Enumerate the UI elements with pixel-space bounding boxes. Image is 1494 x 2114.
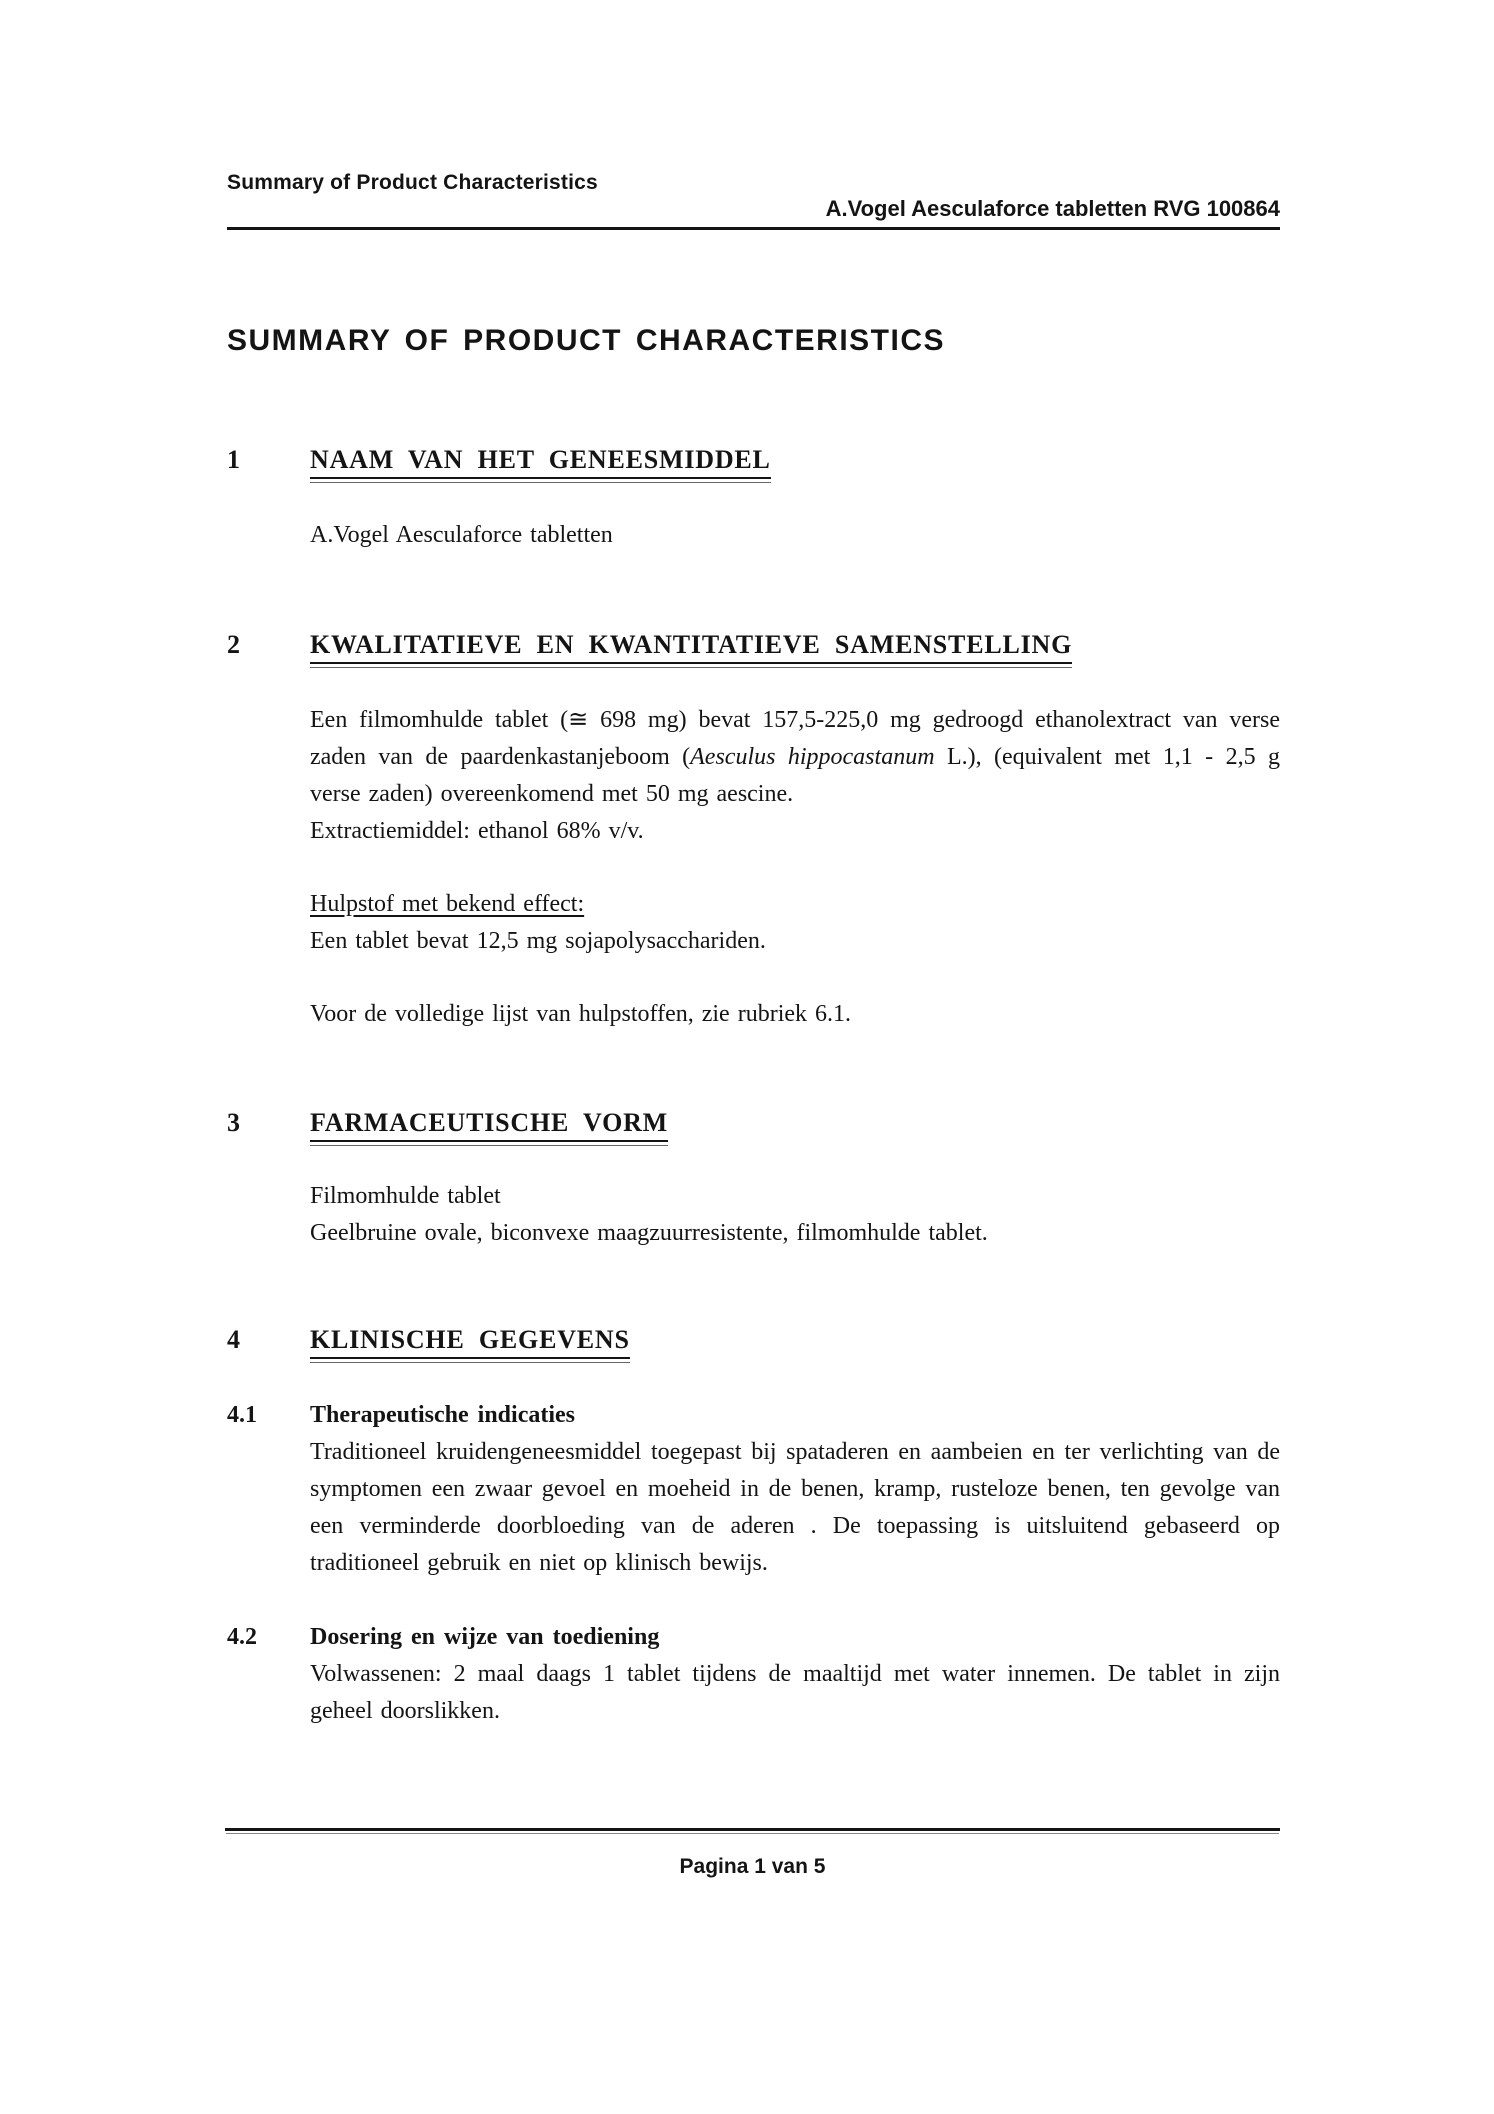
subsection-4-1-number: 4.1 [227, 1402, 257, 1428]
section-3-heading: FARMACEUTISCHE VORM [310, 1106, 668, 1142]
footer-rule [225, 1828, 1280, 1831]
extraction-solvent-line: Extractiemiddel: ethanol 68% v/v. [310, 818, 644, 844]
tablet-description-line: Geelbruine ovale, biconvexe maagzuurresistente, filmomhulde tablet. [310, 1220, 988, 1246]
composition-text-post: L.), (equivalent met 1,1 - 2,5 g verse zaden) overeenkomend met 50 mg aescine. [310, 744, 1280, 807]
page-content [227, 0, 1280, 1730]
subsection-4-1-heading: Therapeutische indicaties [310, 1402, 575, 1428]
page-header [227, 170, 1280, 230]
subsection-4-1-heading-row [227, 1397, 1280, 1434]
section-1-heading: NAAM VAN HET GENEESMIDDEL [310, 443, 771, 479]
header-product-title: A.Vogel Aesculaforce tabletten RVG 100864 [825, 196, 1280, 221]
subsection-4-2-heading-row [227, 1619, 1280, 1656]
excipients-reference: Voor de volledige lijst van hulpstoffen, zie rubriek 6.1. [310, 1001, 852, 1027]
dosage-paragraph: Volwassenen: 2 maal daags 1 tablet tijdens de maaltijd met water innemen. De tablet in zijn geheel doorslikken. [310, 1661, 1280, 1724]
section-4-heading: KLINISCHE GEGEVENS [310, 1323, 630, 1359]
header-rule [227, 227, 1280, 230]
composition-text-pre: Een filmomhulde tablet (≅ 698 mg) bevat 157,5-225,0 mg gedroogd ethanolextract van verse zaden van de paardenkastanjeboom ( [310, 707, 1280, 770]
section-1-number: 1 [227, 445, 240, 474]
excipient-heading [310, 886, 1280, 923]
section-3-number: 3 [227, 1108, 240, 1137]
composition-paragraph [310, 702, 1280, 813]
section-2-heading-row [227, 628, 1280, 664]
excipient-statement: Een tablet bevat 12,5 mg sojapolysacchariden. [310, 928, 766, 954]
section-4-heading-row [227, 1323, 1280, 1359]
product-name-text: A.Vogel Aesculaforce tabletten [310, 522, 613, 548]
section-2-number: 2 [227, 630, 240, 659]
header-doc-type: Summary of Product Characteristics [227, 171, 598, 194]
indications-paragraph: Traditioneel kruidengeneesmiddel toegepast bij spataderen en aambeien en ter verlichting van de symptomen een zwaar gevoel en moeheid in de benen, kramp, rusteloze benen, ten gevolge van een verminderde doorbloeding van de aderen . De toepassing is uitsluitend gebaseerd op traditioneel gebruik en niet op klinisch bewijs. [310, 1439, 1280, 1576]
section-2-heading: KWALITATIEVE EN KWANTITATIEVE SAMENSTELLING [310, 628, 1072, 664]
page-footer [225, 1828, 1280, 1880]
page-title: SUMMARY OF PRODUCT CHARACTERISTICS [227, 324, 946, 357]
subsection-4-2-number: 4.2 [227, 1624, 257, 1650]
page-number: Pagina 1 van 5 [679, 1855, 826, 1878]
botanical-name: Aesculus hippocastanum [690, 744, 935, 770]
pharmaceutical-form-line: Filmomhulde tablet [310, 1183, 501, 1209]
subsection-4-2-heading: Dosering en wijze van toediening [310, 1624, 660, 1650]
excipient-heading-text: Hulpstof met bekend effect: [310, 891, 585, 917]
section-1-heading-row [227, 443, 1280, 479]
section-4-number: 4 [227, 1325, 240, 1354]
section-3-heading-row [227, 1106, 1280, 1142]
